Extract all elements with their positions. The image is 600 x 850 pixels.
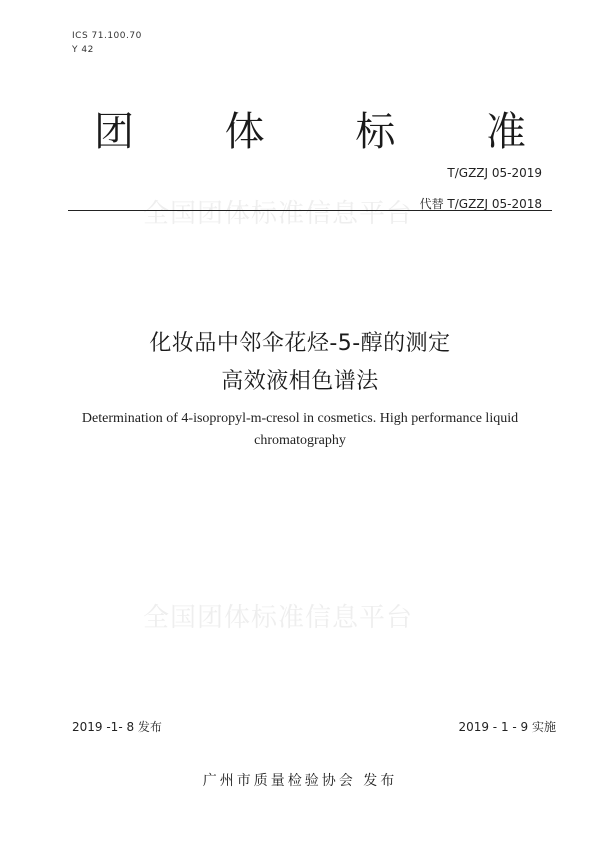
watermark: 全国团体标准信息平台 [142,199,413,229]
watermark: 全国团体标准信息平台 [142,603,413,633]
implementation-date: 2019 - 1 - 9 实施 [458,720,556,734]
title-char: 标 [355,109,396,155]
standard-number: T/GZZJ 05-2019 [447,166,542,180]
header-divider [68,210,552,211]
document-title-en-line1: Determination of 4-isopropyl-m-cresol in cosmetics. High performance liquid [81,411,519,426]
replaces-standard: 代替 T/GZZJ 05-2018 [419,197,542,211]
title-char: 体 [224,109,265,155]
document-title-en-line2: chromatography [254,433,346,448]
document-title-cn-line1: 化妆品中邻伞花烃-5-醇的测定 [149,331,451,356]
title-char: 准 [485,109,526,155]
issue-date: 2019 -1- 8 发布 [72,720,162,734]
publisher: 广州市质量检验协会 发布 [202,773,398,789]
standard-type-title [90,100,530,157]
ics-code: ICS 71.100.70 [72,31,142,41]
title-char: 团 [94,109,134,155]
ccs-code: Y 42 [72,45,94,55]
document-title-cn-line2: 高效液相色谱法 [221,369,379,394]
